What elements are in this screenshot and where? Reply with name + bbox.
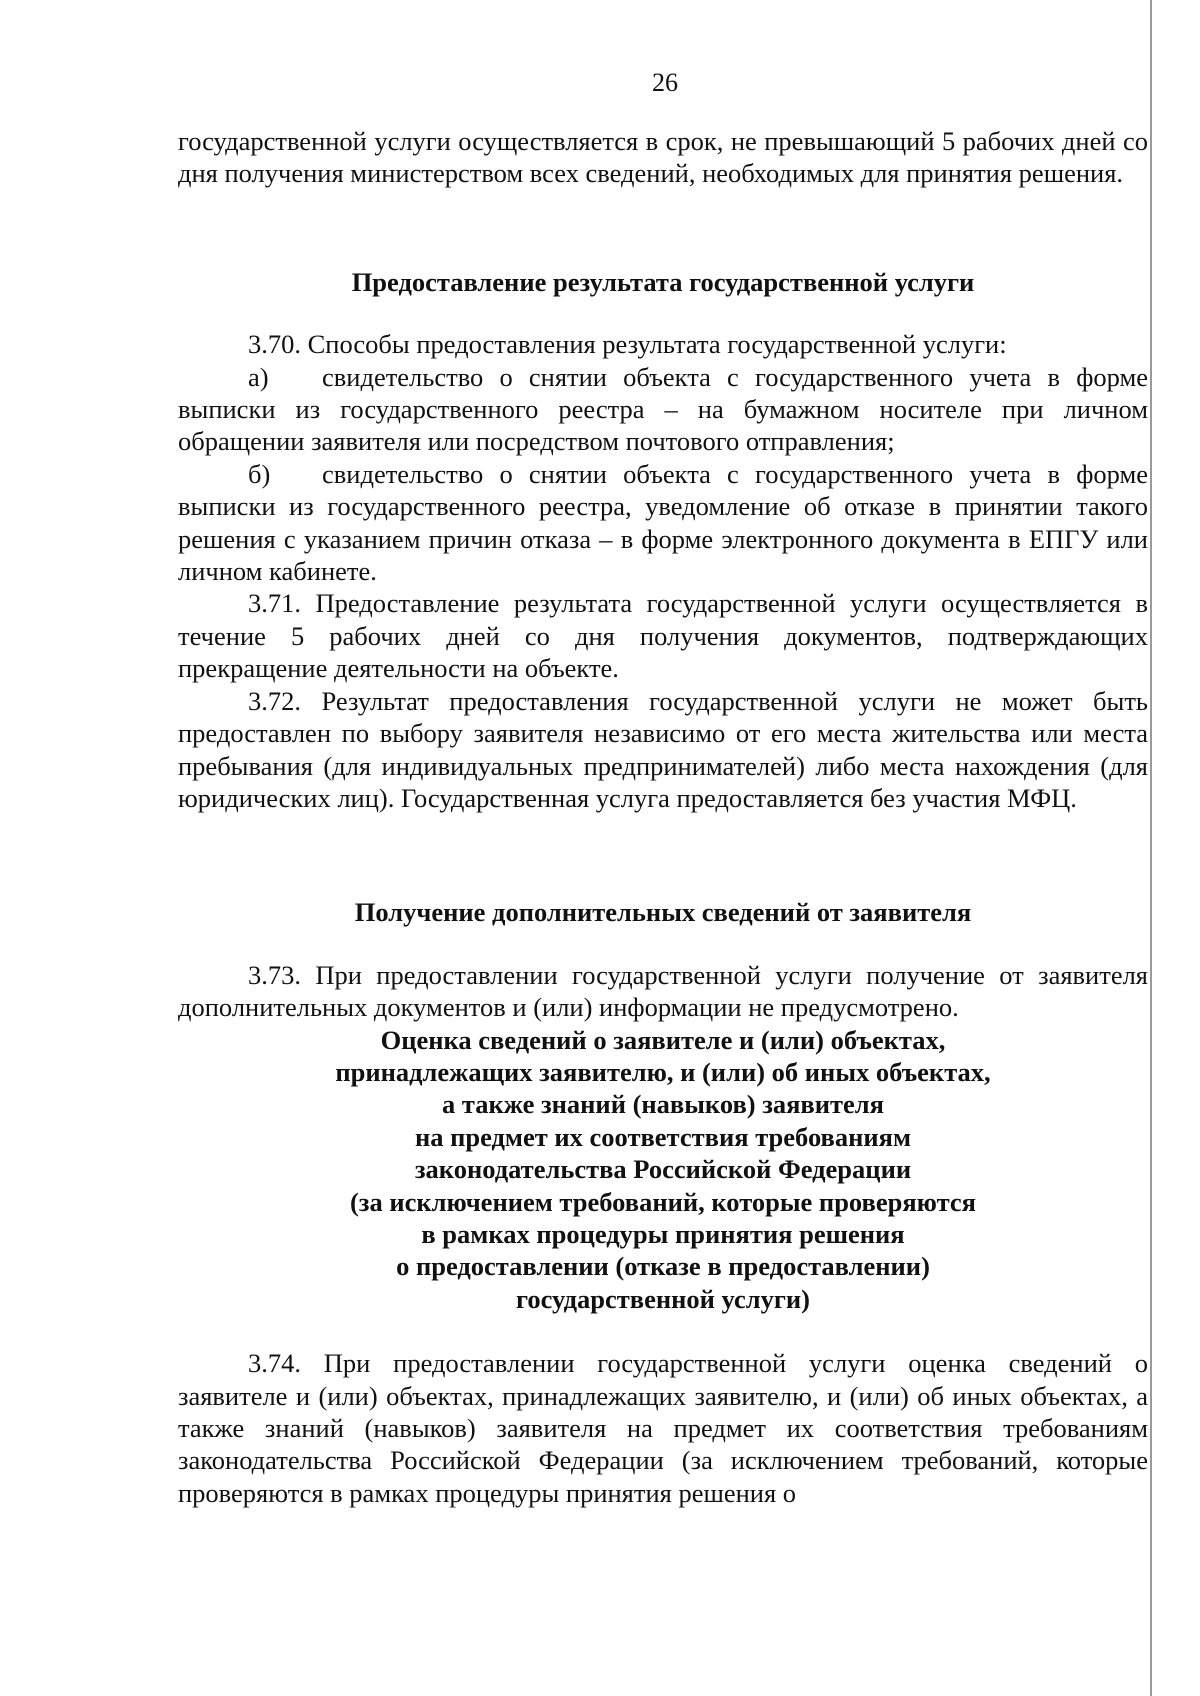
heading-assessment-line: Оценка сведений о заявителе и (или) объектах, [380, 1024, 946, 1055]
paragraph-3-73: 3.73. При предоставлении государственной услуги получение от заявителя дополнительных документов и (или) информации не предусмотрено. [178, 959, 1148, 1023]
list-marker-a: а) [248, 361, 269, 392]
heading-assessment-line: государственной услуги) [516, 1283, 810, 1314]
heading-assessment-line: законодательства Российской Федерации [414, 1154, 912, 1185]
heading-assessment-line: о предоставлении (отказе в предоставлении) [396, 1251, 930, 1282]
heading-assessment-line: в рамках процедуры принятия решения [421, 1218, 905, 1249]
paragraph-3-71: 3.71. Предоставление результата государственной услуги осуществляется в течение 5 рабочих дней со дня получения документов, подтверждающих прекращение деятельности на объекте. [178, 588, 1148, 684]
page-number: 26 [652, 68, 678, 97]
page-edge-line [1150, 0, 1152, 1696]
heading-assessment [178, 1024, 1148, 1316]
paragraph-3-74: 3.74. При предоставлении государственной услуги оценка сведений о заявителе и (или) объектах, принадлежащих заявителю, и (или) об иных объектах, а также знаний (навыков) заявителя на предмет их соответствия требованиям законодательства Российской Федерации (за исключением требований, которые проверяются в рамках процедуры принятия решения о [178, 1348, 1148, 1508]
heading-assessment-line: на предмет их соответствия требованиям [414, 1121, 912, 1152]
heading-assessment-line: принадлежащих заявителю, и (или) об иных объектах, [335, 1056, 991, 1087]
paragraph-3-72: 3.72. Результат предоставления государственной услуги не может быть предоставлен по выбору заявителя независимо от его места жительства или места пребывания (для индивидуальных предпринимателей) либо места нахождения (для юридических лиц). Государственная услуга предоставляется без участия МФЦ. [178, 685, 1148, 813]
heading-assessment-line: (за исключением требований, которые проверяются [349, 1186, 977, 1217]
list-item-a [178, 361, 1148, 458]
list-marker-b: б) [248, 458, 271, 489]
list-text-b: свидетельство о снятии объекта с государственного учета в форме выписки из государственного реестра, уведомление об отказе в принятии такого решения с указанием причин отказа – в форме электронного документа в ЕПГУ или личном кабинете. [178, 458, 1148, 587]
paragraph-intro: государственной услуги осуществляется в срок, не превышающий 5 рабочих дней со дня получения министерством всех сведений, необходимых для принятия решения. [178, 126, 1148, 189]
heading-assessment-line: а также знаний (навыков) заявителя [442, 1089, 884, 1120]
heading-result: Предоставление результата государственной услуги [351, 266, 975, 297]
document-body [178, 125, 1148, 1509]
paragraph-3-70: 3.70. Способы предоставления результата государственной услуги: [248, 329, 1007, 360]
list-text-a: свидетельство о снятии объекта с государственного учета в форме выписки из государственного реестра – на бумажном носителе при личном обращении заявителя или посредством почтового отправления; [178, 361, 1148, 457]
heading-additional: Получение дополнительных сведений от заявителя [354, 897, 972, 928]
list-item-b [178, 458, 1148, 588]
